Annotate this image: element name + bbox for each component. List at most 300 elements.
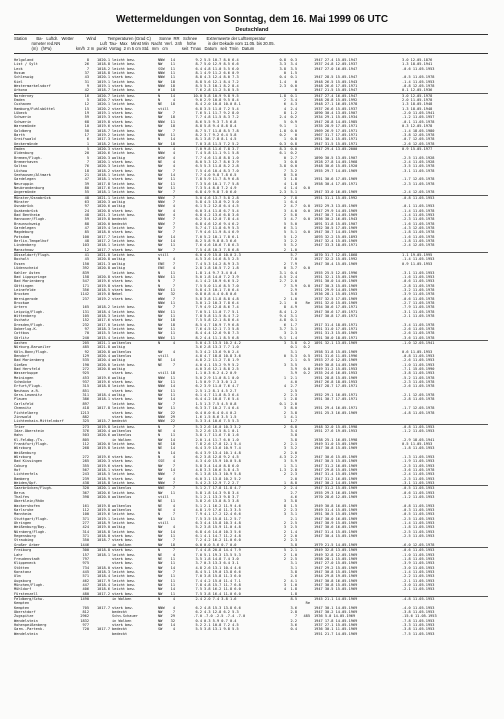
air-temperature: 7.0 [195, 574, 202, 579]
wind-direction: NW [158, 388, 163, 393]
wind-direction: NW [158, 609, 163, 614]
wind-speed: 11 [170, 313, 175, 318]
wind-direction: N [158, 270, 161, 275]
wind-speed: 11 [170, 516, 175, 521]
pressure: 1018.8 [97, 534, 110, 539]
weather: leicht bew. [112, 424, 136, 429]
air-temperature: 2.0 [195, 437, 202, 442]
wind-speed: 11 [170, 62, 175, 67]
wind-direction: NNW [158, 151, 165, 156]
wind-speed: 4 [172, 146, 175, 151]
temperature-values: 4.0 15.9 10.0 5.8 [204, 459, 241, 464]
air-temperature: 8.5 [195, 322, 202, 327]
pressure: 1020.8 [97, 367, 110, 372]
sunshine-hours: 3.1 [279, 270, 286, 275]
sunshine-hours: 9.1 [279, 124, 286, 129]
precipitation: 4.9 [290, 305, 297, 310]
station-altitude: 21 [84, 172, 89, 177]
extreme-min: -1.6 11.05.1953 [402, 274, 435, 279]
precipitation: 1.4 [290, 529, 297, 534]
air-temperature: 6.2 [195, 384, 202, 389]
temperature-values: 0.3 6.2 4.2 0.9 [204, 371, 237, 376]
station-altitude: 805 [82, 437, 89, 442]
air-temperature: 6.8 [195, 529, 202, 534]
extreme-min: -1.4 11.05.1953 [402, 213, 435, 218]
station-altitude: 376 [82, 428, 89, 433]
precipitation: 3.4 [290, 98, 297, 103]
precipitation: 2.7 [290, 490, 297, 495]
wind-direction: NNW [158, 71, 165, 76]
extreme-min: -3.0 11.05.1953 [402, 582, 435, 587]
wind-direction: NW [158, 401, 163, 406]
wind-speed: 14 [170, 137, 175, 142]
wind-speed: 18 [170, 141, 175, 146]
pressure: 1019.2 [97, 296, 110, 301]
pressure: 1018.8 [97, 62, 110, 67]
wind-direction: N [158, 341, 161, 345]
air-temperature: 3.7 [195, 561, 202, 566]
station-altitude: 20 [84, 151, 89, 156]
pressure: 1018.8 [97, 71, 110, 76]
station-altitude: 48 [84, 195, 89, 200]
wind-speed: 14 [170, 467, 175, 472]
pressure: 1019.1 [97, 516, 110, 521]
weather: leicht bew. [112, 384, 136, 389]
weather: stark bew. [112, 548, 134, 553]
station-altitude: 18 [84, 168, 89, 173]
sunshine-hours: 2 [283, 410, 286, 415]
wind-speed: 7 [172, 305, 175, 310]
pressure: 1020.8 [97, 349, 110, 354]
station-altitude: 812 [82, 609, 89, 614]
precipitation: 8.0 [290, 406, 297, 411]
wind-speed: 4 [172, 454, 175, 459]
station-altitude: 355 [82, 463, 89, 468]
pressure: 1019.1 [97, 84, 110, 89]
wind-direction: NW [158, 208, 163, 213]
pressure: 1021.1 [97, 341, 110, 345]
sunshine-hours: 8 [283, 111, 286, 116]
pressure: 1018.1 [97, 467, 110, 472]
station-name: Karlsruhe [14, 508, 34, 513]
precipitation: 0.1 [290, 345, 297, 350]
station-name: Saarbrücken/Flugh. [14, 486, 53, 491]
temperature-values: 5.8 9.8 8.3 6.6 [204, 239, 237, 244]
extreme-max: 1951 21.7 14.05.1969 [314, 631, 358, 636]
wind-direction: NW [158, 463, 163, 468]
sunshine-hours: 2 [283, 450, 286, 455]
precipitation: 2.4 [290, 486, 297, 491]
sunshine-hours: 0 [283, 354, 286, 359]
extreme-max: 1947 17.8 14.05.1969 [314, 618, 358, 623]
station-altitude: 1 [86, 141, 89, 146]
wind-speed: 11 [170, 591, 175, 596]
precipitation: 0.0 [290, 84, 297, 89]
precipitation: 3.9 [290, 283, 297, 288]
wind-speed: 4 [172, 204, 175, 209]
sunshine-hours: 4 [283, 587, 286, 592]
station-altitude: 31 [84, 79, 89, 84]
sunshine-hours: 1.8 [279, 93, 286, 98]
wind-speed: 11 [170, 380, 175, 385]
station-altitude: 47 [84, 177, 89, 182]
temperature-values: 0.9 7.3 3.0 1.2 [204, 380, 237, 385]
air-temperature: 8.4 [195, 569, 202, 574]
extreme-min: -3.6 11.05.1978 [402, 335, 435, 340]
air-temperature: 7.0 [195, 309, 202, 314]
pressure: 1017.3 [97, 137, 110, 142]
extreme-min: -3.6 11.05.1978 [402, 467, 435, 472]
pressure: 1018.5 [97, 472, 110, 477]
station-altitude: 239 [82, 476, 89, 481]
wind-speed: 14 [170, 172, 175, 177]
extreme-max: 1947 30.6 17.05.1971 [314, 309, 358, 314]
precipitation: 1.4 [290, 185, 297, 190]
station-name: Würzburg [14, 454, 32, 459]
station-name: Hof [14, 467, 21, 472]
sunshine-hours: 2 [283, 424, 286, 429]
precipitation: 0.0 [290, 128, 297, 133]
pressure: 1019.2 [97, 132, 110, 137]
pressure: 1018.0 [97, 565, 110, 570]
pressure: 1020.8 [97, 274, 110, 279]
station-altitude: 42 [84, 88, 89, 93]
wind-direction: NNW [158, 213, 165, 218]
sunshine-hours: 8 [283, 503, 286, 508]
sunshine-hours: 4.5 [279, 274, 286, 279]
extreme-min: -3.1 11.05.1953 [402, 481, 435, 485]
wind-direction: N [158, 279, 161, 284]
extreme-min: -1.0 12.05.1941 [402, 341, 435, 345]
station-name: Lichtenfels [14, 472, 38, 477]
wind-speed: 7 [172, 609, 175, 614]
extreme-min: -0.1 11.05.1978 [402, 119, 435, 124]
weather: leicht bew. [112, 71, 136, 76]
wind-direction: NW [158, 623, 163, 627]
wind-speed: 11 [170, 375, 175, 380]
extreme-max: 1948 27.1 16.05.1978 [314, 102, 358, 107]
wind-direction: NNW [158, 84, 165, 89]
weather: wolkenlos [112, 433, 132, 438]
extreme-max: 1917 31.4 18.05.1971 [314, 322, 358, 327]
weather: wolkenlos [112, 508, 132, 513]
extreme-min: 2.0 11.05.1978 [402, 98, 433, 103]
extreme-min: -1.0 11.05.1953 [402, 362, 435, 367]
precipitation: 2.3 [290, 331, 297, 336]
station-name: Manschnow [14, 247, 34, 252]
sunshine-hours: 2 [283, 538, 286, 543]
wind-direction: NE [158, 446, 163, 451]
sunshine-hours: 3 [283, 406, 286, 411]
station-altitude: 272 [82, 454, 89, 459]
air-temperature: 1.8 [195, 270, 202, 275]
sunshine-hours: 2 [283, 472, 286, 477]
wind-speed: 4 [172, 525, 175, 530]
pressure: 1017.6 [97, 318, 110, 323]
precipitation: 0 [294, 300, 297, 305]
temperature-values: 5.3 10.1 8.2 8.4 [204, 84, 239, 89]
precipitation: 3.2 [290, 243, 297, 248]
extreme-min: -0.6 11.05.1953 [402, 548, 435, 553]
wind-speed: 14 [170, 446, 175, 451]
extreme-min: -2.4 11.05.1928 [402, 159, 435, 164]
temperature-values: 5.7 11.8 8.5 7.8 [204, 128, 239, 133]
wind-direction: N [158, 548, 161, 553]
sunshine-hours: 0 [283, 155, 286, 160]
sunshine-hours: 1 [283, 414, 286, 419]
sunshine-hours: 4 [283, 106, 286, 111]
wind-speed: 11 [170, 331, 175, 336]
wind-direction: N [158, 98, 161, 103]
air-temperature: 7.2 [195, 538, 202, 543]
temperature-values: 5.6 12.1 8.4 7.2 [204, 79, 239, 84]
wind-speed: 11 [170, 132, 175, 137]
station-name: Würzburg [14, 446, 32, 451]
extreme-min: -0.5 11.05.1953 [402, 486, 435, 491]
temperature-values: 4.7 11.8 8.3 6.4 [204, 393, 239, 398]
air-temperature: 5.1 [195, 495, 202, 500]
extreme-max: 1951 30.0 18.05.1971 [314, 335, 358, 340]
wind-direction: NNW [158, 274, 165, 279]
station-altitude: 1142 [80, 292, 89, 297]
pressure: 1019.1 [97, 79, 110, 84]
extreme-max: 1970 28.6 12.05.1969 [314, 495, 358, 500]
extreme-min: -2.4 12.05.1978 [402, 243, 435, 248]
weather: in Wolken [112, 618, 132, 623]
station-name: Zugspitze [14, 614, 34, 619]
wind-direction: NNW [158, 58, 165, 62]
wind-direction: NW [158, 124, 163, 129]
precipitation: 5.1 [290, 190, 297, 195]
weather: bedeckt [112, 627, 128, 632]
extreme-min: -0.5 11.05.1953 [402, 512, 435, 517]
wind-direction: NW [158, 410, 163, 415]
station-name: Quakenbrück [14, 208, 38, 213]
sunshine-hours: 3 [283, 159, 286, 164]
pressure: 1019.8 [97, 119, 110, 124]
pressure: 1019.0 [97, 525, 110, 530]
weather: bedeckt [112, 217, 128, 222]
wind-direction: NW [158, 529, 163, 534]
extreme-max: 1947 28.5 15.05.1947 [314, 75, 358, 80]
pressure: 1020.7 [97, 93, 110, 98]
extreme-min: -3.9 11.05.1953 [402, 561, 435, 566]
precipitation: 0.8 [290, 141, 297, 146]
extreme-min: -2.5 11.05.1953 [402, 463, 435, 468]
station-name: Arkona [14, 88, 27, 93]
extreme-max: 1951 29.4 16.05.1971 [314, 406, 358, 411]
temperature-values: 5.9 11.7 8.9 6.8 [204, 177, 239, 182]
extreme-max: 1947 30.8 17.05.1971 [314, 313, 358, 318]
station-altitude: 5 [86, 98, 89, 103]
station-name: Brocken [14, 292, 30, 297]
station-altitude: 5 [86, 155, 89, 160]
wind-speed: 11 [170, 185, 175, 190]
wind-direction: NW [158, 177, 163, 182]
weather: stark bew. [112, 98, 134, 103]
snow-depth: 0.0 [303, 230, 310, 235]
weather: leicht bew. [112, 441, 136, 446]
wind-direction: NNW [158, 119, 165, 124]
extreme-max: 1951 31.0 17.05.1971 [314, 326, 358, 331]
extreme-min: -2.8 11.05.1978 [402, 397, 435, 402]
temperature-values: 4.6 11.8 8.8 1.0 [204, 155, 239, 160]
precipitation: 5.3 [290, 354, 297, 359]
wind-speed: 11 [170, 433, 175, 438]
weather: stark bew. [112, 247, 134, 252]
temperature-values: 5.5 10.7 8.0 6.4 [204, 58, 239, 62]
precipitation: 3.4 [290, 62, 297, 67]
sunshine-hours: 7 [283, 283, 286, 288]
sunshine-hours: 2 [283, 213, 286, 218]
station-name: Schleswig [14, 75, 34, 80]
sunshine-hours: 3 [283, 362, 286, 367]
station-name: Leipzig/Flugh. [14, 309, 45, 314]
pressure: 1018.1 [97, 552, 110, 557]
wind-speed: 4 [172, 503, 175, 508]
wind-direction: NW [158, 247, 163, 252]
air-temperature: 4.8 [195, 354, 202, 359]
station-name: Lüchow [14, 168, 27, 173]
station-name: Hohenpeißenberg [14, 623, 47, 627]
air-temperature: 3.8 [195, 499, 202, 504]
weather: stark bew. [112, 388, 134, 393]
air-temperature: 5.8 [195, 490, 202, 495]
air-temperature: 6.4 [195, 397, 202, 402]
station-name: Bremerhaven [14, 159, 38, 164]
pressure: 1019.6 [97, 454, 110, 459]
temperature-values: 3.8 11.5 7.2 5.2 [204, 141, 239, 146]
air-temperature: 5.7 [195, 226, 202, 231]
temperature-values: 4.4 12.6 9.8 7.3 [204, 331, 239, 336]
air-temperature: 4.8 [195, 358, 202, 363]
pressure: 1018.3 [97, 313, 110, 318]
station-altitude: 105 [82, 313, 89, 318]
wind-direction: NW [158, 243, 163, 248]
weather: stark bew. [112, 119, 134, 124]
temperature-values: 1.8 10.5 7.2 1.8 [204, 266, 239, 271]
sunshine-hours: 0.3 [279, 141, 286, 146]
sunshine-hours: 3 [283, 331, 286, 336]
air-temperature: 7.6 [195, 88, 202, 93]
temperature-values: 4.2 15.0 11.4 7.1 [204, 578, 241, 583]
extreme-max: 1947 30.7 14.05.1969 [314, 213, 358, 218]
extreme-max: 1947 27.4 16.05.1947 [314, 93, 358, 98]
wind-direction: NW [158, 234, 163, 239]
air-temperature: -7.0 [193, 614, 202, 619]
wind-direction: still [158, 354, 169, 359]
temperature-values: 2.2 11.2 7.8 1.9 [204, 358, 239, 363]
station-altitude: 152 [82, 318, 89, 323]
station-altitude: 367 [82, 490, 89, 495]
precipitation: 3.8 [290, 499, 297, 504]
weather: wolkig [112, 266, 125, 271]
sunshine-hours: 3.8 [279, 164, 286, 169]
station-name: Bad Lippspringe [14, 274, 47, 279]
precipitation: 3.8 [290, 341, 297, 345]
extreme-max: 1955 29.3 16.05.1969 [314, 490, 358, 495]
sunshine-hours: 2 [283, 508, 286, 513]
weather: stark bew. [112, 561, 134, 566]
station-altitude: 438 [82, 481, 89, 485]
extreme-min: -0.8 12.05.1978 [402, 84, 435, 89]
station-name: Stuttgart/Flugh. [14, 516, 49, 521]
temperature-values: 0.8 4.4 0.8 0.6 [204, 292, 237, 297]
extreme-min: -3.8 11.05.1953 [402, 609, 435, 614]
extreme-max: 1947 30.6 16.05.1969 [314, 525, 358, 530]
station-name: Doberlug-K. [14, 326, 38, 331]
weather: leicht bew. [112, 521, 136, 526]
air-temperature: 6.2 [195, 217, 202, 222]
extreme-min: -0.1 11.05.1953 [402, 204, 435, 209]
wind-speed: 7 [172, 190, 175, 195]
wind-direction: NW [158, 230, 163, 235]
wind-speed: 7 [172, 261, 175, 266]
wind-direction: N [158, 596, 161, 601]
sunshine-hours: 2 [283, 195, 286, 200]
pressure: 1019.4 [97, 226, 110, 231]
temperature-values: 4.4 11.1 8.5 6.8 [204, 335, 239, 340]
temperature-values: 4.2 10.9 6.6 5.2 [204, 279, 239, 284]
wind-speed: 7 [172, 226, 175, 231]
air-temperature: 0.0 [195, 542, 202, 547]
wind-direction: NW [158, 467, 163, 472]
sunshine-hours: 1 [283, 375, 286, 380]
extreme-max: 1947 30.6 15.05.1969 [314, 454, 358, 459]
station-altitude: 50 [84, 128, 89, 133]
wind-direction: NE [158, 358, 163, 363]
air-temperature: 7.5 [195, 587, 202, 592]
extreme-min: -2.2 11.05.1953 [402, 574, 435, 579]
temperature-values: 4.9 12.8 8.6 7.4 [204, 305, 239, 310]
air-temperature: 4.8 [195, 508, 202, 513]
snow-depth: 0.0 [303, 217, 310, 222]
station-name: Freudenstadt [14, 556, 40, 561]
wind-speed: 4 [172, 596, 175, 601]
weather: leicht bew. [112, 137, 136, 142]
weather: leicht bew. [112, 185, 136, 190]
wind-speed: 7 [172, 472, 175, 477]
air-temperature: 5.3 [195, 424, 202, 429]
extreme-min: -1.6 11.05.1978 [402, 234, 435, 239]
extreme-min: -0.6 11.05.1978 [402, 296, 435, 301]
temperature-values: 2.1 13.3 9.8 3.7 [204, 495, 239, 500]
station-name: Schwerin [14, 115, 32, 120]
extreme-min: -1.2 11.05.1953 [402, 428, 435, 433]
weather: leicht bew. [112, 181, 136, 186]
extreme-min: -3.2 11.05.1978 [402, 287, 435, 292]
extreme-min: -3.5 11.05.1978 [402, 164, 435, 169]
station-altitude: 480 [82, 591, 89, 596]
precipitation: 3.8 [290, 410, 297, 415]
weather: wolkig [112, 525, 125, 530]
air-temperature: 2.4 [195, 596, 202, 601]
station-name: Angermünde [14, 190, 36, 195]
weather: leicht bew. [112, 253, 136, 258]
precipitation: 3.6 [290, 292, 297, 297]
precipitation: 2.1 [290, 441, 297, 446]
weather: wolkig [112, 204, 125, 209]
station-altitude: 1446 [80, 542, 89, 547]
air-temperature: 0.4 [195, 618, 202, 623]
extreme-max: 1944 29.8 19.05.1969 [314, 574, 358, 579]
extreme-min: -0.8 11.05.1953 [402, 195, 435, 200]
air-temperature: 9.2 [195, 58, 202, 62]
extreme-max: 1891 32.1 13.05.1969 [314, 341, 358, 345]
station-name: Fürstenzell [14, 591, 38, 596]
precipitation: 7 [294, 614, 297, 619]
snow-depth: 0.0 [303, 204, 310, 209]
